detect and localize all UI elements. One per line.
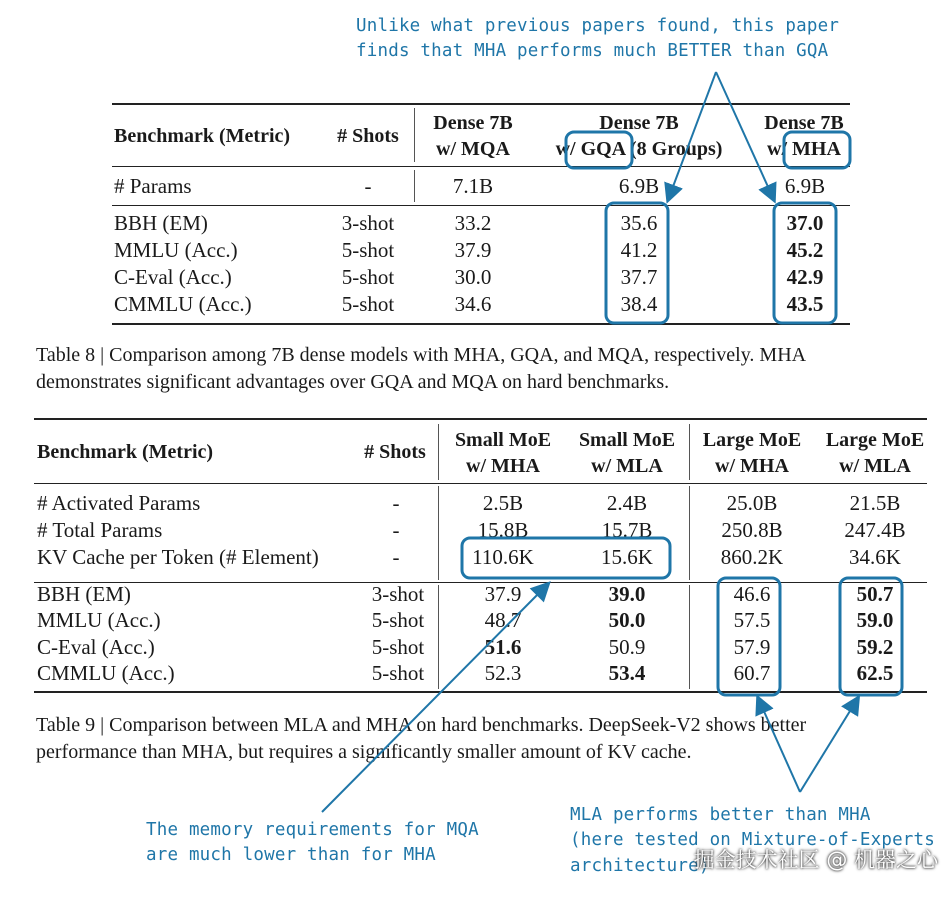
arrow-to-large-mla (800, 698, 858, 792)
annotation-top (356, 14, 839, 65)
annotation-bottom-right-line-3: architecture) (570, 855, 710, 876)
table8-header-gqa-suffix: (8 Groups) (625, 138, 723, 160)
table8-row-shots: 3-shot (341, 211, 395, 235)
annotation-top-line-2: finds that MHA performs much BETTER than GQA (356, 41, 829, 62)
table8-caption-line1: Table 8 | Comparison among 7B dense models with MHA, GQA, and MQA, respectively. MHA (36, 344, 807, 366)
table9-header-large-mha-line1: Large MoE (702, 429, 802, 451)
table8-header-mha-line1: Dense 7B (764, 112, 844, 134)
table9-cell: 50.0 (608, 608, 646, 632)
table9-cell: 48.7 (484, 608, 522, 632)
table9-cell: 37.9 (484, 582, 522, 606)
watermark: 掘金技术社区 @ 机器之心 (693, 848, 938, 872)
table8-params-gqa: 6.9B (618, 174, 660, 198)
table8-cell-mqa: 30.0 (454, 265, 492, 289)
table9-divider-2 (689, 424, 690, 480)
table9-row-shots: 5-shot (371, 608, 425, 632)
table9-cell: 50.9 (608, 635, 646, 659)
table8-cell-mqa: 34.6 (454, 292, 492, 316)
table9-cell: 46.6 (733, 582, 771, 606)
table9-cell: 247.4B (844, 518, 906, 542)
table8-divider-params (414, 170, 415, 202)
table8-cell-mha: 43.5 (786, 292, 824, 316)
table8-header-shots: # Shots (337, 125, 399, 147)
table8-cell-mqa: 33.2 (454, 211, 492, 235)
table8-row-shots: 5-shot (341, 265, 395, 289)
table9-header-small-mla-line2: w/ MLA (591, 455, 663, 477)
table8-cell-gqa: 41.2 (620, 238, 658, 262)
annotation-bottom-right-line-1: MLA performs better than MHA (570, 805, 871, 825)
table9-header-large-mha (691, 427, 813, 479)
table9-caption-line2: performance than MHA, but requires a significantly smaller amount of KV cache. (36, 741, 692, 763)
table8-row-shots: 5-shot (341, 238, 395, 262)
table9-divider-bench-1 (438, 585, 439, 689)
table9-cell: 15.8B (477, 518, 529, 542)
table9-cell: 25.0B (726, 491, 778, 515)
table9-header-large-mla-line2: w/ MLA (839, 455, 911, 477)
table8-header-gqa (536, 110, 742, 162)
annotation-bottom-left (146, 818, 479, 869)
table9-cell: 110.6K (472, 545, 534, 569)
table8-header-rule (112, 166, 850, 167)
table8-header-mha-line2 (754, 136, 854, 162)
table9-header-large-mla (814, 427, 936, 479)
table9-row-label: # Total Params (37, 518, 163, 542)
table9-row-label: BBH (EM) (37, 582, 131, 606)
annotation-bottom-right-line-2: (here tested on Mixture-of-Experts (570, 830, 936, 851)
table8-bottom-rule (112, 323, 850, 325)
annotation-top-line-1: Unlike what previous papers found, this paper (356, 16, 840, 36)
table8-header-mha-prefix: w/ (767, 138, 793, 160)
table8-row-shots: 5-shot (341, 292, 395, 316)
table9-cell: 15.6K (601, 545, 653, 569)
table8-header-gqa-line2 (536, 136, 742, 162)
table8-top-rule (112, 103, 850, 105)
table9-cell: 53.4 (608, 661, 646, 685)
table9-top-rule (34, 418, 927, 420)
table9-row-label: MMLU (Acc.) (37, 608, 161, 632)
table9-header-small-mla (566, 427, 688, 479)
table9-header-small-mha (442, 427, 564, 479)
table9-header-shots: # Shots (364, 441, 426, 463)
table9-cell: 2.5B (482, 491, 524, 515)
table9-cell: 60.7 (733, 661, 771, 685)
table8-row-label: BBH (EM) (114, 211, 208, 235)
table8-cell-mqa: 37.9 (454, 238, 492, 262)
table9-row-shots: 5-shot (371, 635, 425, 659)
table8-header-mqa-line2: w/ MQA (436, 138, 510, 160)
table8-params-mha: 6.9B (784, 174, 826, 198)
table8-header-gqa-highlight: GQA (580, 138, 626, 160)
table9-row-label: # Activated Params (37, 491, 201, 515)
table9-bottom-rule (34, 691, 927, 693)
table8-cell-gqa: 35.6 (620, 211, 658, 235)
table9-cell: 50.7 (856, 582, 894, 606)
table9-cell: 57.9 (733, 635, 771, 659)
table9-cell: 51.6 (484, 635, 522, 659)
table8-params-mqa: 7.1B (452, 174, 494, 198)
table9-row-label: C-Eval (Acc.) (37, 635, 155, 659)
table8-caption-line2: demonstrates significant advantages over GQA and MQA on hard benchmarks. (36, 371, 670, 393)
table9-row-label: KV Cache per Token (# Element) (37, 545, 319, 569)
table8-caption (36, 342, 806, 396)
table9-divider-params-1 (438, 486, 439, 580)
table9-divider-bench-2 (689, 585, 690, 689)
table9-caption-line1: Table 9 | Comparison between MLA and MHA on hard benchmarks. DeepSeek-V2 shows better (36, 714, 807, 736)
table8-cell-gqa: 38.4 (620, 292, 658, 316)
table8-header-mha-highlight: MHA (792, 138, 841, 160)
table9-row-shots: - (392, 518, 400, 542)
annotation-bottom-left-line-1: The memory requirements for MQA (146, 820, 479, 840)
table8-row-label: C-Eval (Acc.) (114, 265, 232, 289)
table9-cell: 62.5 (856, 661, 894, 685)
table9-cell: 2.4B (606, 491, 648, 515)
table9-cell: 34.6K (849, 545, 901, 569)
table8-header-mha (754, 110, 854, 162)
table9-row-shots: - (392, 545, 400, 569)
table8-header-gqa-prefix: w/ (555, 138, 581, 160)
table9-cell: 15.7B (601, 518, 653, 542)
table9-cell: 59.0 (856, 608, 894, 632)
table9-cell: 250.8B (721, 518, 783, 542)
table8-cell-mha: 42.9 (786, 265, 824, 289)
table8-cell-gqa: 37.7 (620, 265, 658, 289)
table9-cell: 59.2 (856, 635, 894, 659)
table9-header-large-mla-line1: Large MoE (825, 429, 925, 451)
table9-row-label: CMMLU (Acc.) (37, 661, 175, 685)
table8-row-label: CMMLU (Acc.) (114, 292, 252, 316)
table8-params-shots: - (364, 174, 372, 198)
table8-params-label: # Params (114, 174, 192, 198)
table9-caption (36, 712, 806, 766)
table9-divider-params-2 (689, 486, 690, 580)
table9-row-shots: 5-shot (371, 661, 425, 685)
table8-row-label: MMLU (Acc.) (114, 238, 238, 262)
table9-cell: 21.5B (849, 491, 901, 515)
table9-cell: 860.2K (720, 545, 784, 569)
table9-header-rule (34, 483, 927, 484)
table8-header-mqa (420, 110, 526, 162)
table8-divider (414, 108, 415, 162)
table9-cell: 57.5 (733, 608, 771, 632)
table9-row-shots: - (392, 491, 400, 515)
table9-header-benchmark: Benchmark (Metric) (37, 441, 214, 463)
table8-cell-mha: 37.0 (786, 211, 824, 235)
table8-header-benchmark: Benchmark (Metric) (114, 125, 291, 147)
annotation-bottom-left-line-2: are much lower than for MHA (146, 845, 436, 866)
table9-header-small-mha-line1: Small MoE (454, 429, 552, 451)
table9-header-small-mha-line2: w/ MHA (466, 455, 540, 477)
table9-header-large-mha-line2: w/ MHA (715, 455, 789, 477)
table9-row-shots: 3-shot (371, 582, 425, 606)
table8-header-gqa-line1: Dense 7B (599, 112, 679, 134)
table9-cell: 52.3 (484, 661, 522, 685)
table9-divider-1 (438, 424, 439, 480)
table8-header-mqa-line1: Dense 7B (433, 112, 513, 134)
table9-header-small-mla-line1: Small MoE (578, 429, 676, 451)
table8-cell-mha: 45.2 (786, 238, 824, 262)
table8-params-rule (112, 205, 850, 206)
table9-cell: 39.0 (608, 582, 646, 606)
